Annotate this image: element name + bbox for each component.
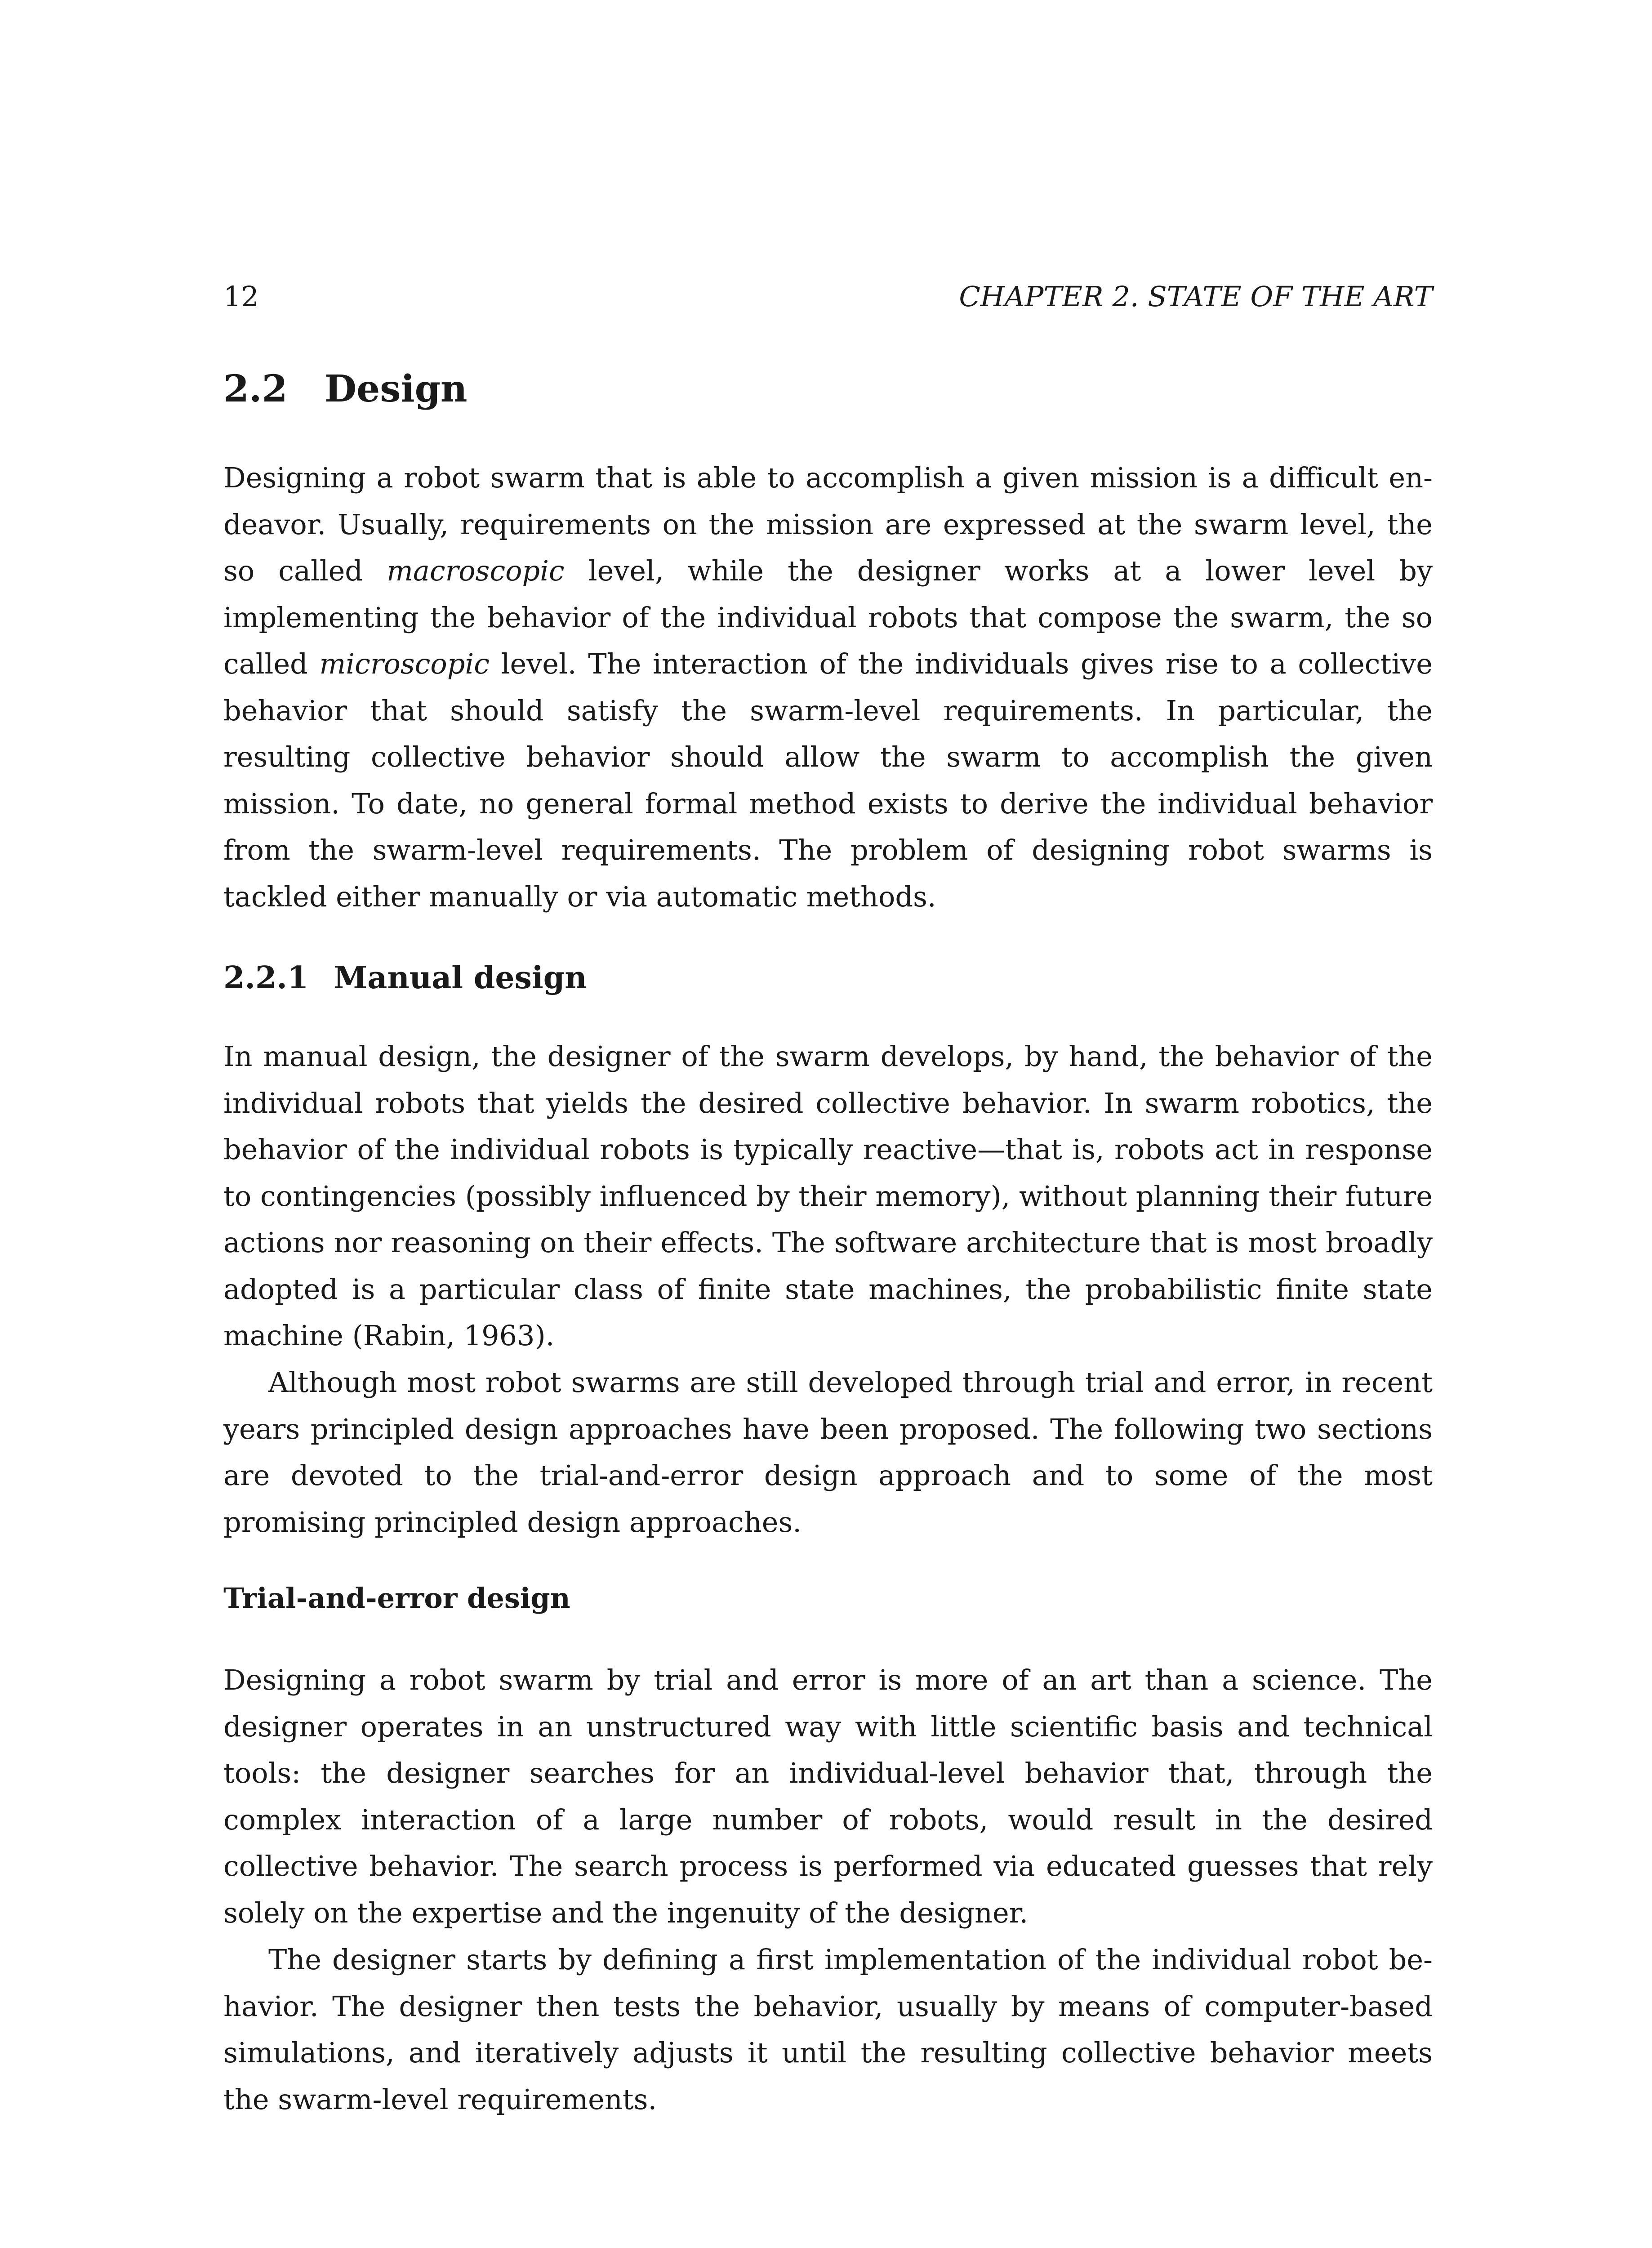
section-number: 2.2 (223, 367, 288, 410)
trial-error-paragraph-2: The designer starts by defining a first implementation of the individual robot behavior. The designer then tests the behavior, usually by means of computer-based simulations, and iteratively adjusts it until the resulting collective behavior meets the swarm-level requirements. (223, 1943, 1433, 2116)
emphasis-microscopic: microscopic (319, 647, 490, 680)
subsection-paragraph-1: In manual design, the designer of the swarm develops, by hand, the behavior of the individual robots that yields the desired collective behavior. In swarm robotics, the behavior of the individual robots is typically reactive—that is, robots act in response to contingencies (possibly influenced by their memory), without planning their future actions nor reasoning on their effects. The software architecture that is most broadly adopted is a particular class of finite state machines, the probabilistic finite state machine (Rabin, 1963). (223, 1040, 1433, 1352)
paragraph-heading: Trial-and-error design (223, 1582, 570, 1615)
subsection-paragraph-2: Although most robot swarms are still developed through trial and error, in recent years principled design approaches have been proposed. The following two sections are devoted to the trial-and-error design approach and to some of the most promising principled design approaches. (223, 1366, 1433, 1539)
chapter-title: CHAPTER 2. STATE OF THE ART (959, 280, 1433, 313)
section-title: Design (325, 367, 468, 410)
paragraph-text: level. The interaction of the individuals gives rise to a collective behavior that should satisfy the swarm-level requirements. In particular, the resulting collective behavior should allow the swarm to accomplish the given mission. To date, no general formal method exists to derive the individual behavior from the swarm-level requirements. The problem of designing robot swarms is tackled either manually or via automatic methods. (223, 647, 1433, 913)
running-header (223, 279, 1433, 315)
subsection-number: 2.2.1 (223, 960, 309, 996)
subsection-title: Manual design (334, 960, 587, 996)
subsection-heading (223, 958, 587, 998)
section-heading (223, 366, 468, 411)
trial-error-paragraph-1: Designing a robot swarm by trial and error is more of an art than a science. The designer operates in an unstructured way with little scientific basis and technical tools: the designer searches for an individual-level behavior that, through the complex interaction of a large number of robots, would result in the desired collective behavior. The search process is performed via educated guesses that rely solely on the expertise and the ingenuity of the designer. (223, 1664, 1433, 1929)
paragraph-text: level, while the designer works at a lower level by implementing the behavior of the individual robots that compose the swarm, the so called (223, 554, 1433, 680)
section-paragraph (223, 455, 1433, 920)
paragraph-text: Designing a robot swarm that is able to accomplish a given mission is a difficult endeavor. Usually, requirements on the mission are expressed at the swarm level, the so called (223, 461, 1433, 587)
page-number: 12 (223, 280, 259, 313)
emphasis-macroscopic: macroscopic (387, 554, 565, 587)
